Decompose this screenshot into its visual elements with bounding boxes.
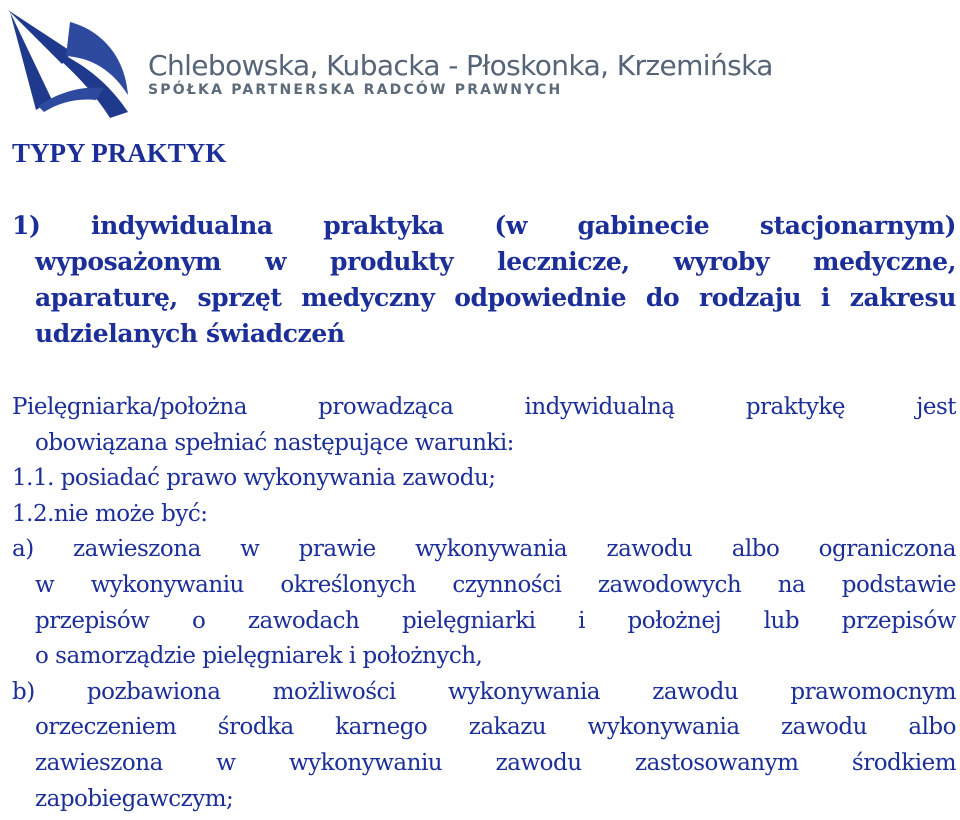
text-line: obowiązana spełniać następujące warunki:: [35, 429, 514, 456]
text-line: aparaturę, sprzęt medyczny odpowiednie do rodzaju i zakresu: [35, 283, 956, 312]
text-line: o samorządzie pielęgniarek i położnych,: [35, 643, 483, 670]
requirements-paragraph: [12, 390, 956, 817]
list-item-b: b) pozbawiona możliwości wykonywania zawodu prawomocnym: [12, 678, 956, 705]
text-line: zapobiegawczym;: [35, 785, 234, 812]
firm-subtitle: SPÓŁKA PARTNERSKA RADCÓW PRAWNYCH: [148, 82, 563, 98]
list-item-a: a) zawieszona w prawie wykonywania zawodu albo ograniczona: [12, 536, 956, 563]
practice-type-1: [12, 208, 956, 352]
text-line: wyposażonym w produkty lecznicze, wyroby medyczne,: [35, 247, 956, 276]
text-line: przepisów o zawodach pielęgniarki i położnej lub przepisów: [35, 607, 956, 634]
ribbon-logo-icon: [0, 0, 140, 120]
text-line: 1.2.nie może być:: [12, 500, 208, 527]
firm-name: Chlebowska, Kubacka - Płoskonka, Krzemińska: [148, 49, 773, 82]
text-line: w wykonywaniu określonych czynności zawodowych na podstawie: [35, 571, 956, 598]
page-title: TYPY PRAKTYK: [12, 138, 227, 168]
text-line: Pielęgniarka/położna prowadząca indywidualną praktykę jest: [12, 394, 956, 420]
text-line: zawieszona w wykonywaniu zawodu zastosowanym środkiem: [35, 749, 956, 776]
text-line: orzeczeniem środka karnego zakazu wykonywania zawodu albo: [35, 714, 956, 741]
text-line: 1) indywidualna praktyka (w gabinecie stacjonarnym): [12, 211, 956, 240]
text-line: udzielanych świadczeń: [35, 319, 345, 348]
text-line: 1.1. posiadać prawo wykonywania zawodu;: [12, 465, 496, 492]
